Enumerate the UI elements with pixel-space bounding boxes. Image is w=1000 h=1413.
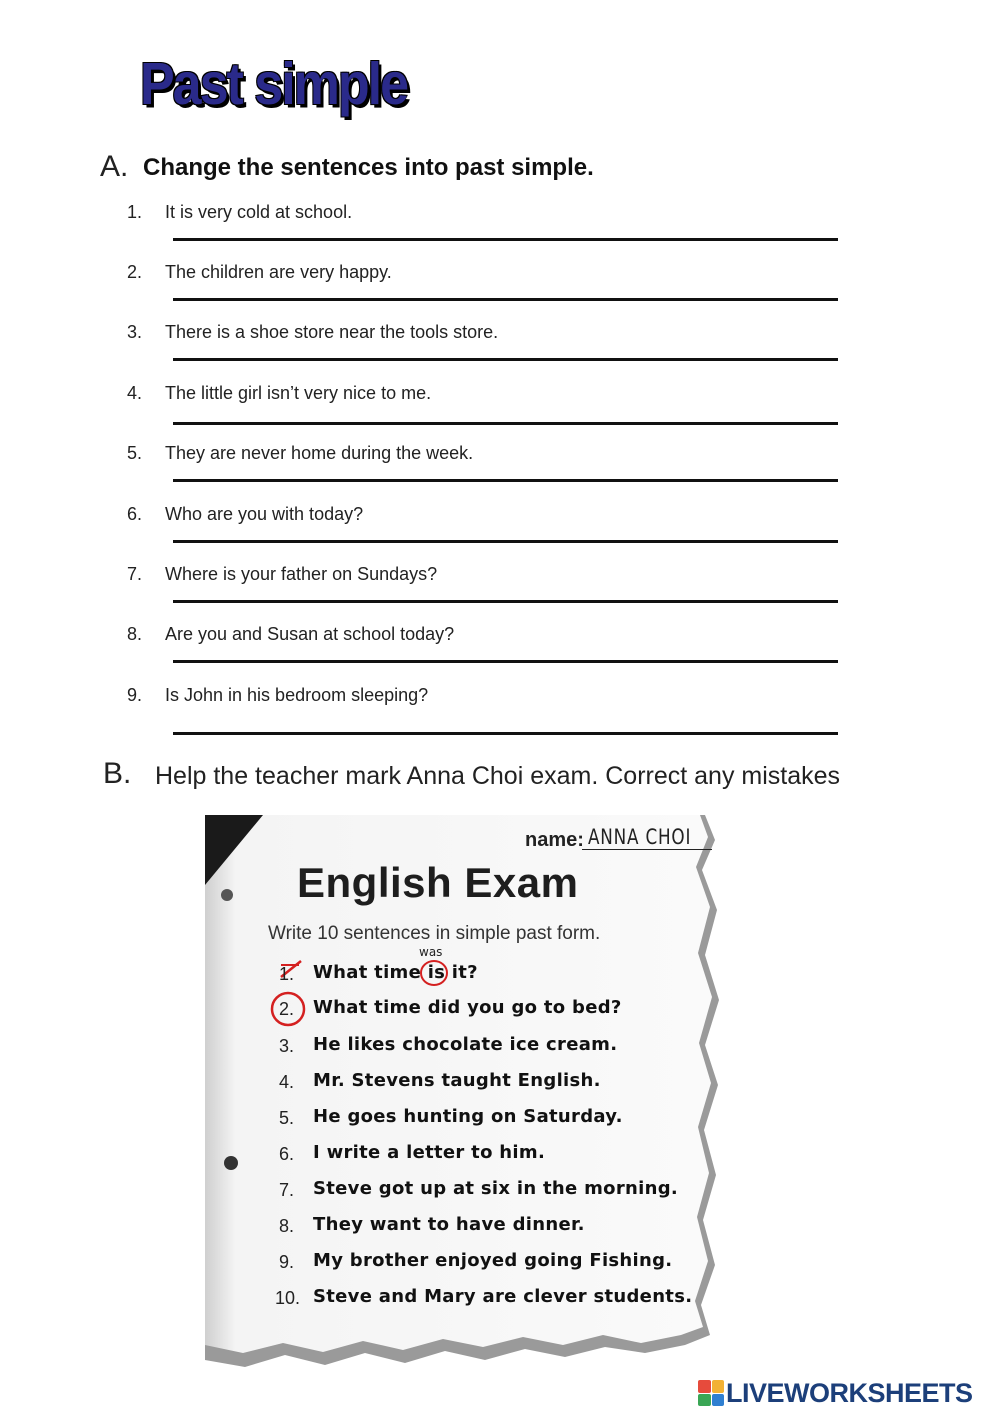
logo-icon-tile <box>712 1394 725 1407</box>
question-item <box>0 624 1000 684</box>
exam-sentence[interactable] <box>205 1248 725 1282</box>
answer-line[interactable] <box>173 540 838 543</box>
sentence-text: Mr. Stevens taught English. <box>313 1070 601 1091</box>
exam-sentence[interactable] <box>205 1176 725 1210</box>
sentence-text: I write a letter to him. <box>313 1142 546 1163</box>
sentence-text: They want to have dinner. <box>313 1214 585 1235</box>
question-item <box>0 202 1000 262</box>
sentence-number: 7. <box>279 1180 295 1200</box>
punch-hole <box>221 889 233 901</box>
exam-title: English Exam <box>297 859 579 906</box>
sentence-text: What time did you go to bed? <box>313 997 622 1018</box>
exam-sentence[interactable] <box>205 1068 725 1102</box>
question-text: The little girl isn’t very nice to me. <box>165 383 432 403</box>
sentence-number: 6. <box>279 1144 295 1164</box>
question-item <box>0 262 1000 322</box>
sentence-number: 10. <box>275 1288 301 1308</box>
question-number: 2. <box>127 262 143 282</box>
sentence-number: 3. <box>279 1036 295 1056</box>
question-text: Are you and Susan at school today? <box>165 624 455 644</box>
section-a-instruction: Change the sentences into past simple. <box>143 154 594 181</box>
logo-text: LIVEWORKSHEETS <box>726 1377 973 1408</box>
question-number: 9. <box>127 685 143 705</box>
question-number: 7. <box>127 564 143 584</box>
exam-sentence[interactable] <box>205 1032 725 1066</box>
section-a-letter: A. <box>100 150 129 183</box>
question-text: There is a shoe store near the tools store. <box>165 322 499 342</box>
name-value: ANNA CHOI <box>588 825 692 849</box>
exam-instruction: Write 10 sentences in simple past form. <box>268 923 601 944</box>
answer-line[interactable] <box>173 298 838 301</box>
answer-line[interactable] <box>173 358 838 361</box>
question-text: They are never home during the week. <box>165 443 474 463</box>
name-label: name: <box>525 829 584 851</box>
section-b-instruction: Help the teacher mark Anna Choi exam. Correct any mistakes <box>155 762 841 790</box>
question-item <box>0 383 1000 443</box>
section-b-letter: B. <box>103 757 132 790</box>
sentence-number: 1. <box>279 964 295 984</box>
question-item <box>0 564 1000 624</box>
sentence-number: 4. <box>279 1072 295 1092</box>
question-text: Is John in his bedroom sleeping? <box>165 685 429 705</box>
sentence-text: He likes chocolate ice cream. <box>313 1034 618 1055</box>
sentence-text: My brother enjoyed going Fishing. <box>313 1250 673 1271</box>
answer-line[interactable] <box>173 660 838 663</box>
sentence-number: 5. <box>279 1108 295 1128</box>
question-number: 4. <box>127 383 143 403</box>
answer-line[interactable] <box>173 732 838 735</box>
liveworksheets-logo[interactable] <box>698 1378 973 1408</box>
question-text: Who are you with today? <box>165 504 364 524</box>
question-number: 1. <box>127 202 143 222</box>
question-number: 6. <box>127 504 143 524</box>
exam-sentence[interactable] <box>205 1104 725 1138</box>
name-underline <box>582 849 712 850</box>
exam-sentence[interactable] <box>205 960 725 994</box>
sentence-number: 8. <box>279 1216 295 1236</box>
question-item <box>0 322 1000 382</box>
exam-sentence[interactable] <box>205 1212 725 1246</box>
logo-icon <box>698 1380 724 1406</box>
logo-icon-tile <box>698 1394 711 1407</box>
logo-icon-tile <box>712 1380 725 1393</box>
page-title: Past simple <box>140 51 408 118</box>
question-number: 8. <box>127 624 143 644</box>
question-number: 5. <box>127 443 143 463</box>
exam-paper <box>205 815 725 1375</box>
question-item <box>0 443 1000 503</box>
correction-note: was <box>419 945 443 959</box>
question-number: 3. <box>127 322 143 342</box>
sentence-text: What time is it? <box>313 962 478 983</box>
answer-line[interactable] <box>173 600 838 603</box>
sentence-text: Steve and Mary are clever students. <box>313 1286 693 1307</box>
exam-sentence[interactable] <box>205 995 725 1029</box>
question-item <box>0 504 1000 564</box>
sentence-number: 9. <box>279 1252 295 1272</box>
logo-icon-tile <box>698 1380 711 1393</box>
exam-sentence[interactable] <box>205 1140 725 1174</box>
answer-line[interactable] <box>173 479 838 482</box>
question-text: It is very cold at school. <box>165 202 353 222</box>
sentence-text: Steve got up at six in the morning. <box>313 1178 679 1199</box>
answer-line[interactable] <box>173 238 838 241</box>
answer-line[interactable] <box>173 422 838 425</box>
question-text: The children are very happy. <box>165 262 392 282</box>
question-text: Where is your father on Sundays? <box>165 564 438 584</box>
question-item <box>0 685 1000 745</box>
exam-sentence[interactable] <box>205 1284 725 1318</box>
sentence-text: He goes hunting on Saturday. <box>313 1106 623 1127</box>
sentence-number: 2. <box>279 999 295 1019</box>
